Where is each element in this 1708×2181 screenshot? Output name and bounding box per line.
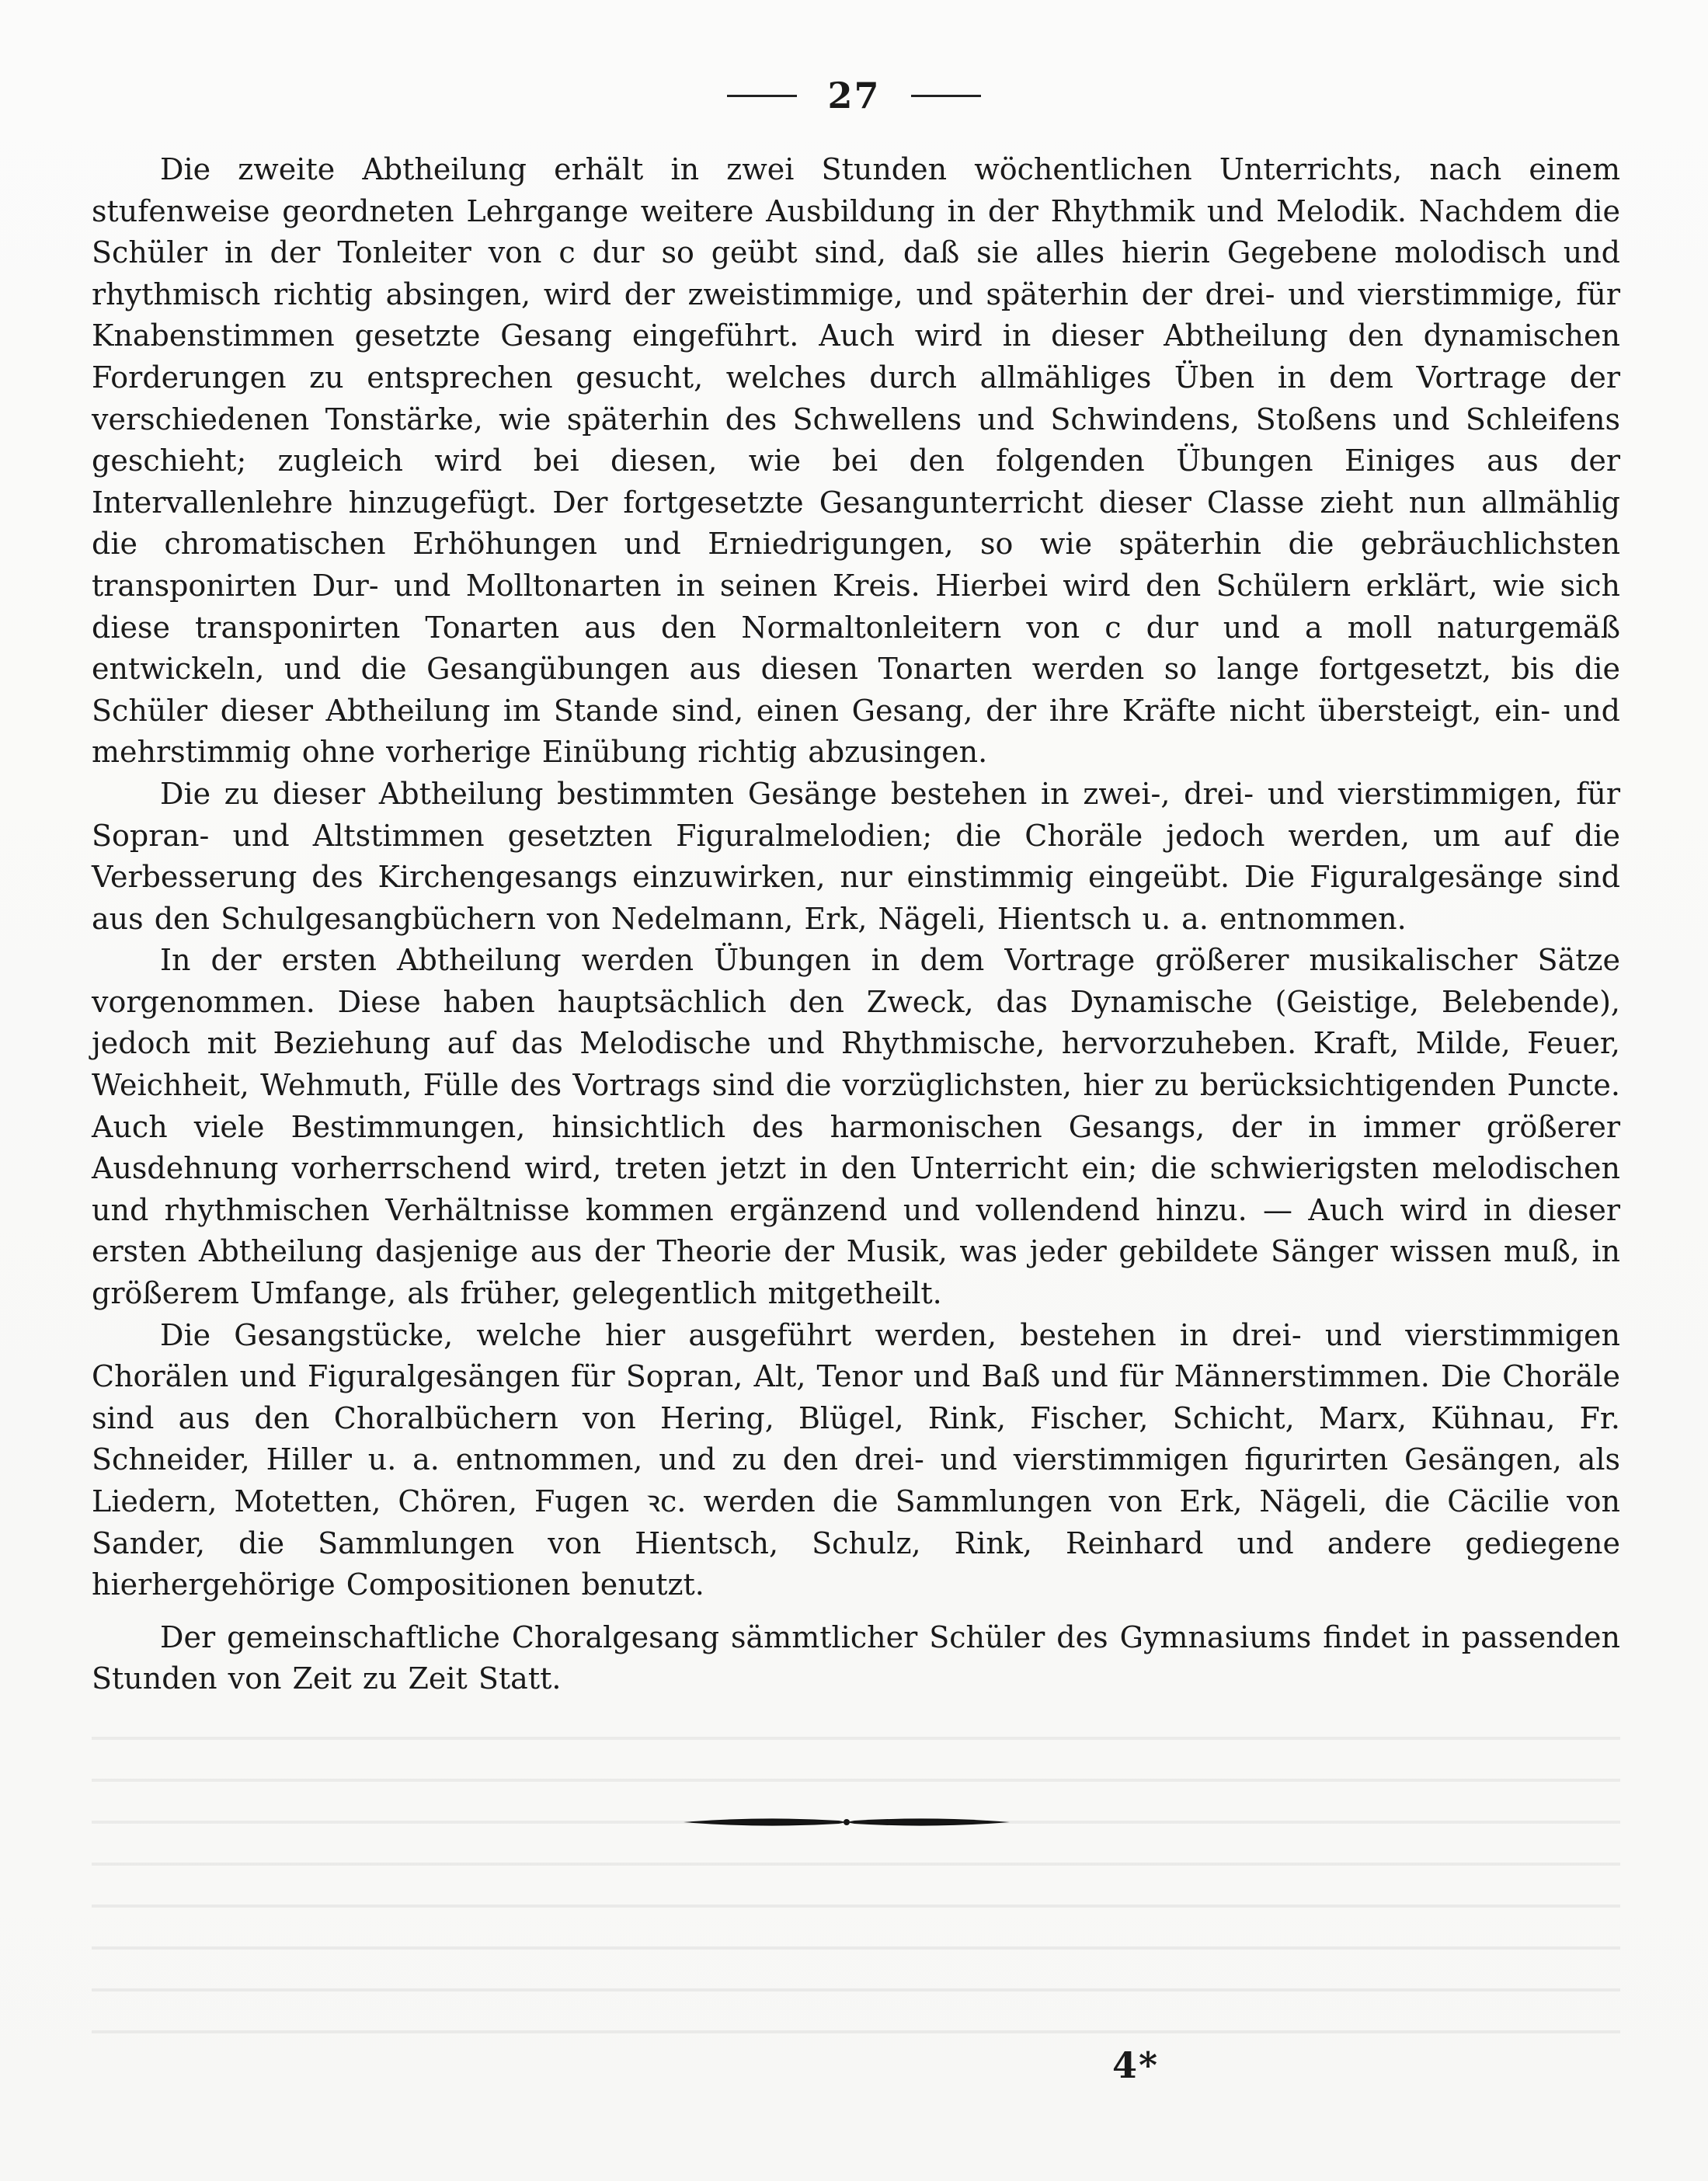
page-number: 27 [827, 75, 881, 117]
paragraph-gesangstuecke: Die Gesangstücke, welche hier ausgeführt werden, bestehen in drei- und vierstimmigen Chorälen und Figuralgesängen für Sopran, Alt, Tenor und Baß und für Männerstimmen. Die Choräle sind aus den Choralbüchern von Hering, Blügel, Rink, Fischer, Schicht, Marx, Kühnau, Fr. Schneider, Hiller u. a. entnommen, und zu den drei- und vierstimmigen figurirten Gesängen, als Liedern, Motetten, Chören, Fugen ꝛc. werden die Sammlungen von Erk, Nägeli, die Cäcilie von Sander, die Sammlungen von Hientsch, Schulz, Rink, Reinhard und andere gediegene hierhergehörige Compositionen benutzt. [92, 1317, 1620, 1602]
paragraph-erste-abtheilung: In der ersten Abtheilung werden Übungen in dem Vortrage größerer musikalischer Sätze vorgenommen. Diese haben hauptsächlich den Zweck, das Dynamische (Geistige, Belebende), jedoch mit Beziehung auf das Melodische und Rhythmische, hervorzuheben. Kraft, Milde, Feuer, Weichheit, Wehmuth, Fülle des Vortrags sind die vorzüglichsten, hier zu berücksichtigenden Puncte. Auch viele Bestimmungen, hinsichtlich des harmonischen Gesangs, der in immer größerer Ausdehnung vorherrschend wird, treten jetzt in den Unterricht ein; die schwierigsten melodischen und rhythmischen Verhältnisse kommen ergänzend und vollendend hinzu. — Auch wird in dieser ersten Abtheilung dasjenige aus der Theorie der Musik, was jeder gebildete Sänger wissen muß, in größerem Umfange, als früher, gelegentlich mitgetheilt. [92, 943, 1620, 1311]
paragraph-zweite-abtheilung: Die zweite Abtheilung erhält in zwei Stunden wöchentlichen Unterrichts, nach einem stufenweise geordneten Lehrgange weitere Ausbildung in der Rhythmik und Melodik. Nachdem die Schüler in der Tonleiter von c dur so geübt sind, daß sie alles hierin Gegebene molodisch und rhythmisch richtig absingen, wird der zweistimmige, und späterhin der drei- und vierstimmige, für Knabenstimmen gesetzte Gesang eingeführt. Auch wird in dieser Abtheilung den dynamischen Forderungen zu entsprechen gesucht, welches durch allmähliges Üben in dem Vortrage der verschiedenen Tonstärke, wie späterhin des Schwellens und Schwindens, Stoßens und Schleifens geschieht; zugleich wird bei diesen, wie bei den folgenden Übungen Einiges aus der Intervallenlehre hinzugefügt. Der fortgesetzte Gesangunterricht dieser Classe zieht nun allmählig die chromatischen Erhöhungen und Erniedrigungen, so wie späterhin die gebräuchlichsten transponirten Dur- und Molltonarten in seinen Kreis. Hierbei wird den Schülern erklärt, wie sich diese transponirten Tonarten aus den Normaltonleitern von c dur und a moll naturgemäß entwickeln, und die Gesangübungen aus diesen Tonarten werden so lange fortgesetzt, bis die Schüler dieser Abtheilung im Stande sind, einen Gesang, der ihre Kräfte nicht übersteigt, ein- und mehrstimmig ohne vorherige Einübung richtig abzusingen. [92, 152, 1620, 770]
bleed-through-shadow [92, 1709, 1620, 2035]
ornamental-divider [684, 1807, 1010, 1838]
header-rule-right [911, 95, 981, 97]
paragraph-gesaenge-zweite: Die zu dieser Abtheilung bestimmten Gesänge bestehen in zwei-, drei- und vierstimmigen, für Sopran- und Altstimmen gesetzten Figuralmelodien; die Choräle jedoch werden, um auf die Verbesserung des Kirchengesangs einzuwirken, nur einstimmig eingeübt. Die Figuralgesänge sind aus den Schulgesangbüchern von Nedelmann, Erk, Nägeli, Hientsch u. a. entnommen. [92, 776, 1620, 936]
body-text [92, 149, 1620, 1700]
page-header [0, 75, 1708, 121]
header-rule-left [727, 95, 797, 97]
signature-mark: 4* [1112, 2044, 1160, 2086]
paragraph-choralgesang: Der gemeinschaftliche Choralgesang sämmtlicher Schüler des Gymnasiums findet in passenden Stunden von Zeit zu Zeit Statt. [92, 1619, 1620, 1696]
